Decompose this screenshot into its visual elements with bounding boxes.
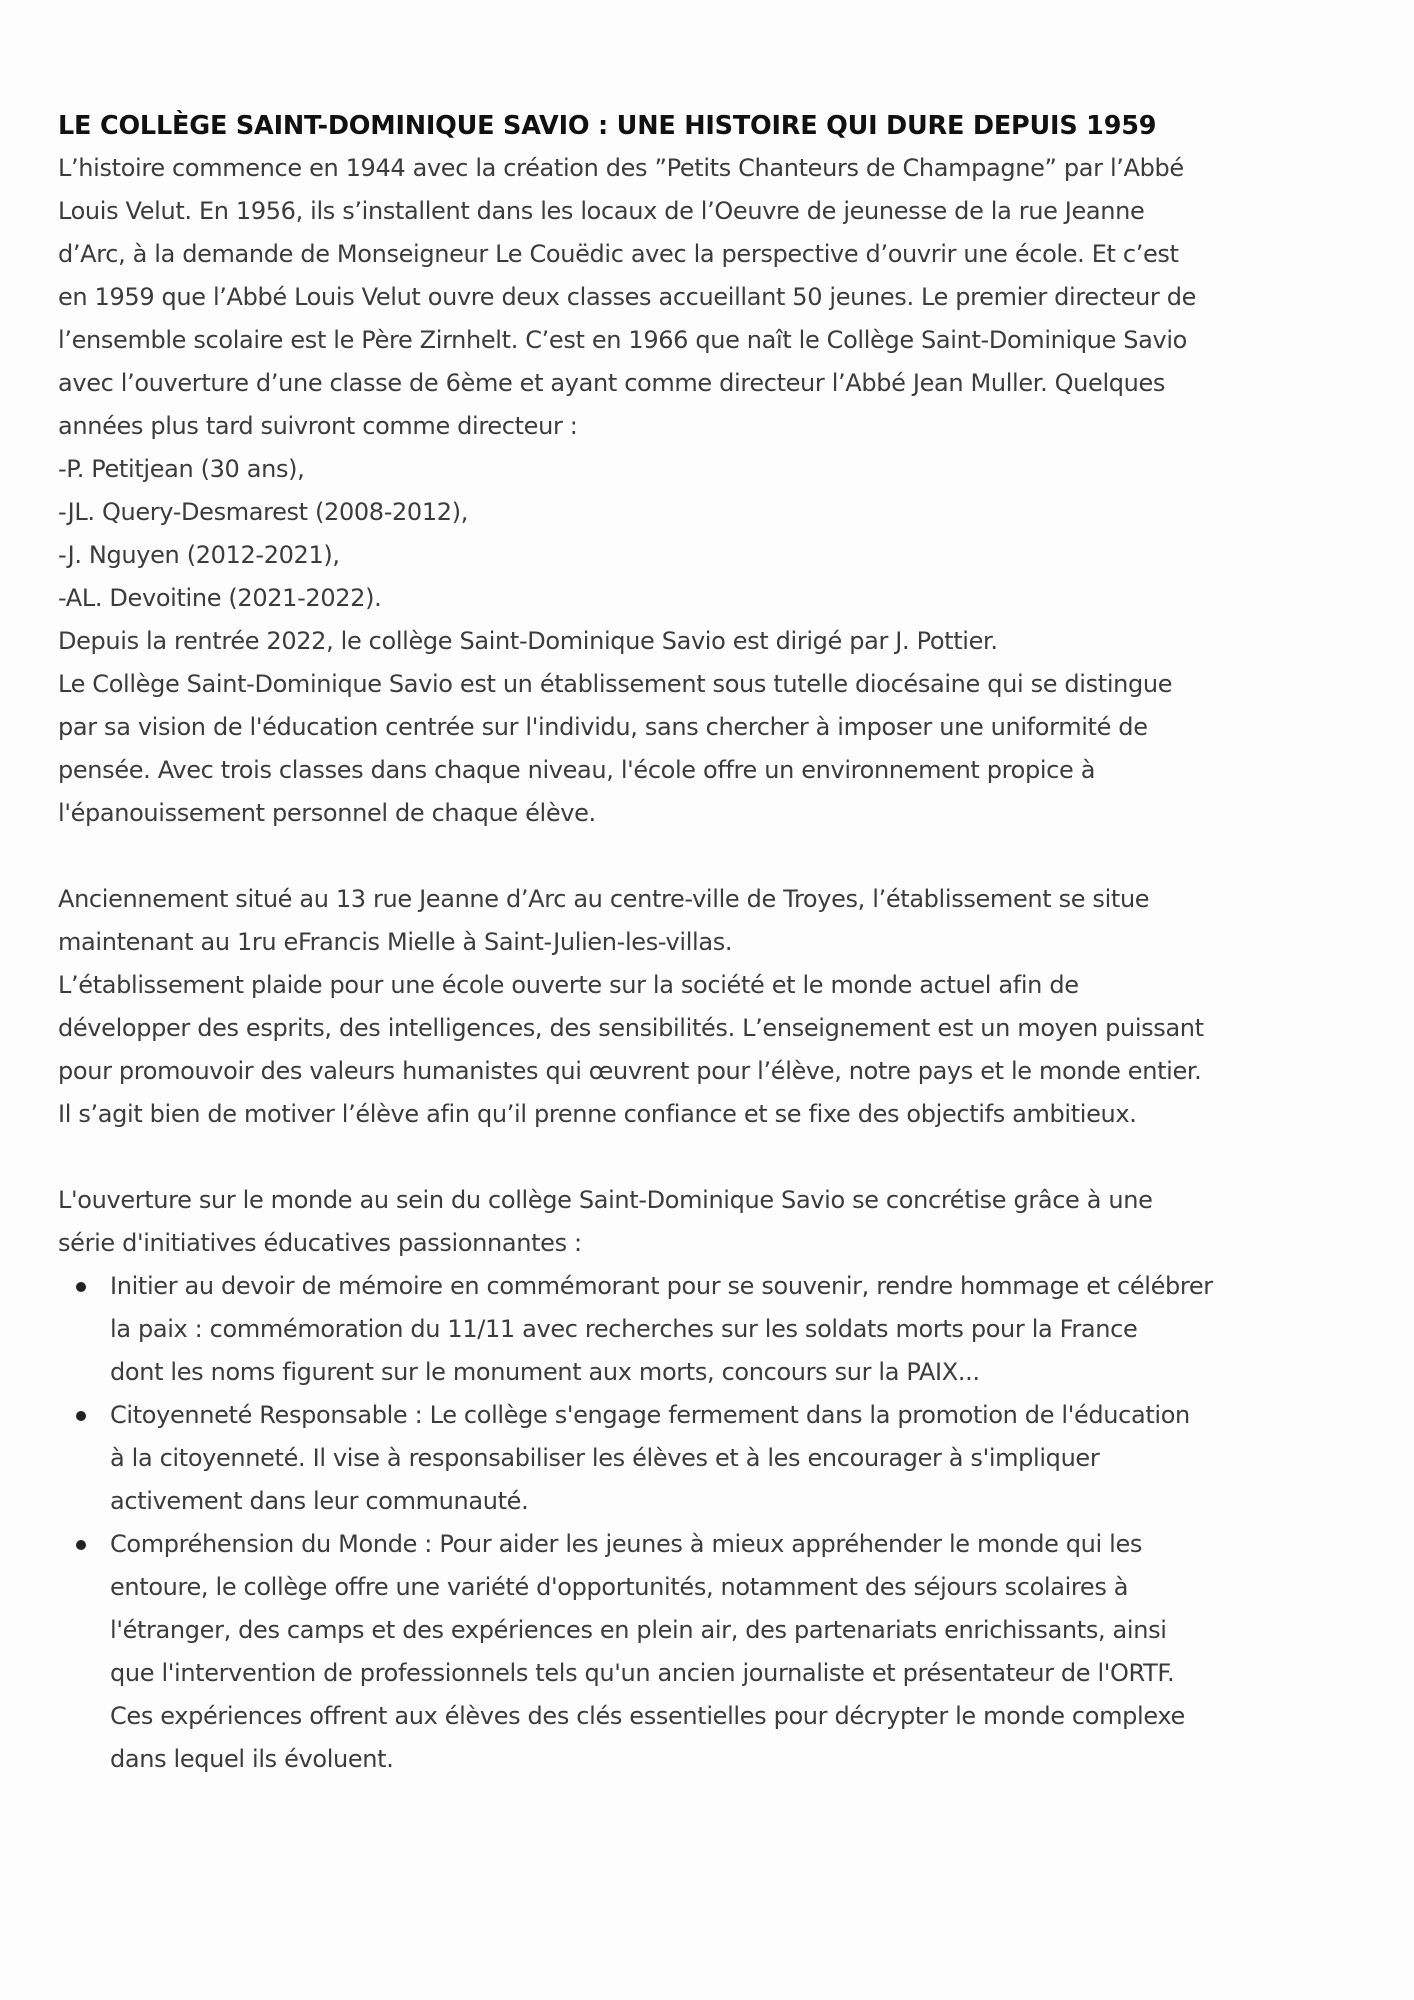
location-paragraph xyxy=(58,878,1358,1136)
text-line: l’ensemble scolaire est le Père Zirnhelt. C’est en 1966 que naît le Collège Saint-Dominique Savio xyxy=(58,326,1188,354)
text-line: Initier au devoir de mémoire en commémorant pour se souvenir, rendre hommage et célébrer xyxy=(110,1272,1213,1300)
text-line: -J. Nguyen (2012-2021), xyxy=(58,541,340,569)
text-line: L’établissement plaide pour une école ouverte sur la société et le monde actuel afin de xyxy=(58,971,1079,999)
text-line: Compréhension du Monde : Pour aider les jeunes à mieux appréhender le monde qui les xyxy=(110,1530,1143,1558)
text-line: la paix : commémoration du 11/11 avec recherches sur les soldats morts pour la France xyxy=(110,1315,1138,1343)
text-line: Ces expériences offrent aux élèves des clés essentielles pour décrypter le monde complexe xyxy=(110,1702,1185,1730)
text-line: maintenant au 1ru eFrancis Mielle à Saint-Julien-les-villas. xyxy=(58,928,733,956)
document-body xyxy=(58,147,1358,1781)
text-line: pensée. Avec trois classes dans chaque niveau, l'école offre un environnement propice à xyxy=(58,756,1096,784)
history-paragraph xyxy=(58,147,1358,835)
list-item-text xyxy=(110,1523,1358,1781)
page-title: LE COLLÈGE SAINT-DOMINIQUE SAVIO : UNE HISTOIRE QUI DURE DEPUIS 1959 xyxy=(58,111,1157,141)
text-line: L’histoire commence en 1944 avec la création des ”Petits Chanteurs de Champagne” par l’Abbé xyxy=(58,154,1184,182)
list-item-text xyxy=(110,1265,1358,1394)
text-line: à la citoyenneté. Il vise à responsabiliser les élèves et à les encourager à s'impliquer xyxy=(110,1444,1100,1472)
text-line: série d'initiatives éducatives passionnantes : xyxy=(58,1229,582,1257)
bullet-icon xyxy=(76,1540,86,1550)
text-line: Louis Velut. En 1956, ils s’installent dans les locaux de l’Oeuvre de jeunesse de la rue Jeanne xyxy=(58,197,1145,225)
text-line: en 1959 que l’Abbé Louis Velut ouvre deux classes accueillant 50 jeunes. Le premier directeur de xyxy=(58,283,1197,311)
text-line: -AL. Devoitine (2021-2022). xyxy=(58,584,382,612)
text-line: -JL. Query-Desmarest (2008-2012), xyxy=(58,498,468,526)
text-line: dans lequel ils évoluent. xyxy=(110,1745,394,1773)
text-line: L'ouverture sur le monde au sein du collège Saint-Dominique Savio se concrétise grâce à une xyxy=(58,1186,1153,1214)
paragraph-spacer xyxy=(58,1136,1358,1179)
text-line: -P. Petitjean (30 ans), xyxy=(58,455,305,483)
text-line: Le Collège Saint-Dominique Savio est un établissement sous tutelle diocésaine qui se distingue xyxy=(58,670,1173,698)
text-line: Il s’agit bien de motiver l’élève afin qu’il prenne confiance et se fixe des objectifs ambitieux. xyxy=(58,1100,1137,1128)
text-line: activement dans leur communauté. xyxy=(110,1487,529,1515)
text-line: l'étranger, des camps et des expériences en plein air, des partenariats enrichissants, ainsi xyxy=(110,1616,1167,1644)
text-line: par sa vision de l'éducation centrée sur l'individu, sans chercher à imposer une uniformité de xyxy=(58,713,1148,741)
text-line: d’Arc, à la demande de Monseigneur Le Couëdic avec la perspective d’ouvrir une école. Et c’est xyxy=(58,240,1179,268)
list-item xyxy=(58,1394,1358,1523)
initiatives-list xyxy=(58,1265,1358,1781)
text-line: l'épanouissement personnel de chaque élève. xyxy=(58,799,596,827)
initiatives-intro-paragraph xyxy=(58,1179,1358,1265)
bullet-icon xyxy=(76,1411,86,1421)
text-line: années plus tard suivront comme directeur : xyxy=(58,412,578,440)
text-line: Anciennement situé au 13 rue Jeanne d’Arc au centre-ville de Troyes, l’établissement se situe xyxy=(58,885,1150,913)
document-page xyxy=(58,105,1358,1781)
text-line: que l'intervention de professionnels tels qu'un ancien journaliste et présentateur de l'ORTF. xyxy=(110,1659,1175,1687)
text-line: dont les noms figurent sur le monument aux morts, concours sur la PAIX... xyxy=(110,1358,980,1386)
list-item-text xyxy=(110,1394,1358,1523)
list-item xyxy=(58,1265,1358,1394)
text-line: pour promouvoir des valeurs humanistes qui œuvrent pour l’élève, notre pays et le monde entier. xyxy=(58,1057,1202,1085)
text-line: développer des esprits, des intelligences, des sensibilités. L’enseignement est un moyen puissant xyxy=(58,1014,1204,1042)
text-line: entoure, le collège offre une variété d'opportunités, notamment des séjours scolaires à xyxy=(110,1573,1129,1601)
bullet-icon xyxy=(76,1282,86,1292)
text-line: Citoyenneté Responsable : Le collège s'engage fermement dans la promotion de l'éducation xyxy=(110,1401,1190,1429)
list-item xyxy=(58,1523,1358,1781)
text-line: avec l’ouverture d’une classe de 6ème et ayant comme directeur l’Abbé Jean Muller. Quelques xyxy=(58,369,1166,397)
paragraph-spacer xyxy=(58,835,1358,878)
text-line: Depuis la rentrée 2022, le collège Saint-Dominique Savio est dirigé par J. Pottier. xyxy=(58,627,998,655)
